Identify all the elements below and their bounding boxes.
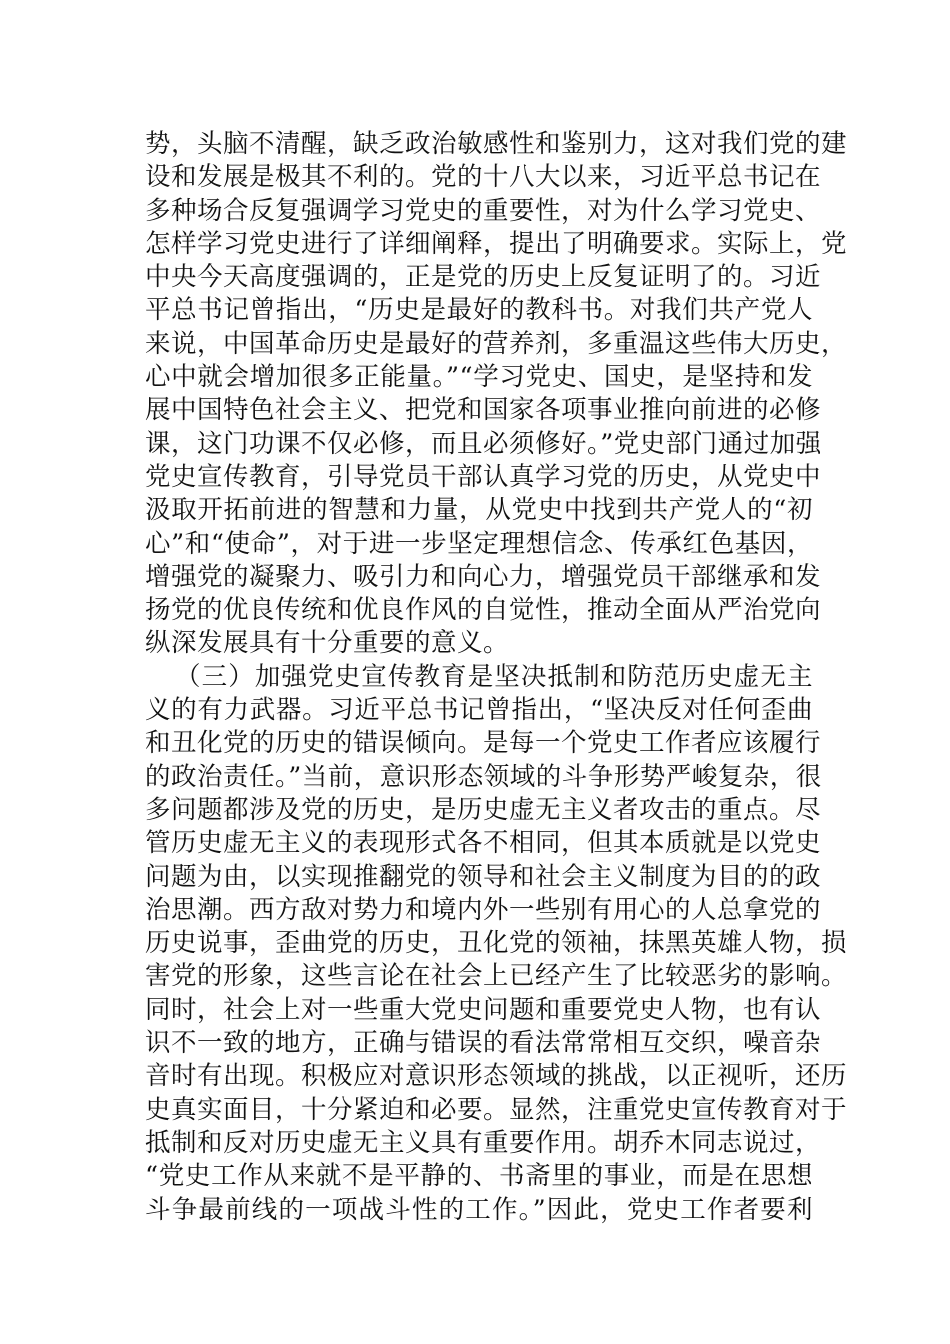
text-line: 的政治责任。”当前，意识形态领域的斗争形势严峻复杂，很: [145, 761, 822, 792]
text-line: 问题为由，以实现推翻党的领导和社会主义制度为目的的政: [145, 861, 822, 892]
text-line: 汲取开拓前进的智慧和力量，从党史中找到共产党人的“初: [145, 495, 813, 526]
text-line: 害党的形象，这些言论在社会上已经产生了比较恶劣的影响。: [145, 961, 848, 992]
text-line: 多问题都涉及党的历史，是历史虚无主义者攻击的重点。尽: [145, 794, 822, 825]
text-line: 来说，中国革命历史是最好的营养剂，多重温这些伟大历史，: [145, 328, 848, 359]
text-line: 增强党的凝聚力、吸引力和向心力，增强党员干部继承和发: [145, 561, 822, 592]
text-line: 展中国特色社会主义、把党和国家各项事业推向前进的必修: [145, 395, 822, 426]
text-line: 心中就会增加很多正能量。”“学习党史、国史，是坚持和发: [145, 362, 813, 393]
paragraph-2: [145, 661, 848, 1227]
text-line: 义的有力武器。习近平总书记曾指出，“坚决反对任何歪曲: [145, 695, 813, 726]
text-line: “党史工作从来就不是平静的、书斋里的事业，而是在思想: [145, 1161, 813, 1192]
text-line: 怎样学习党史进行了详细阐释，提出了明确要求。实际上，党: [145, 228, 848, 259]
paragraph-1: [145, 128, 848, 661]
text-line: 抵制和反对历史虚无主义具有重要作用。胡乔木同志说过，: [145, 1127, 822, 1158]
text-line: 势，头脑不清醒，缺乏政治敏感性和鉴别力，这对我们党的建: [145, 129, 848, 159]
text-line: 课，这门功课不仅必修，而且必须修好。”党史部门通过加强: [145, 428, 822, 459]
text-line: 同时，社会上对一些重大党史问题和重要党史人物，也有认: [145, 994, 822, 1025]
text-line: 心”和“使命”，对于进一步坚定理想信念、传承红色基因，: [145, 528, 813, 559]
text-line: 音时有出现。积极应对意识形态领域的挑战，以正视听，还历: [145, 1061, 848, 1092]
text-line: 史真实面目，十分紧迫和必要。显然，注重党史宣传教育对于: [145, 1094, 848, 1125]
text-line: 斗争最前线的一项战斗性的工作。”因此，党史工作者要利: [145, 1194, 813, 1225]
text-line: 纵深发展具有十分重要的意义。: [145, 628, 510, 659]
text-line: 设和发展是极其不利的。党的十八大以来，习近平总书记在: [145, 162, 822, 193]
text-line: 识不一致的地方，正确与错误的看法常常相互交织，噪音杂: [145, 1028, 822, 1059]
body-text: [145, 128, 848, 1227]
text-line: 历史说事，歪曲党的历史，丑化党的领袖，抹黑英雄人物，损: [145, 928, 848, 959]
text-line: 中央今天高度强调的，正是党的历史上反复证明了的。习近: [145, 262, 822, 293]
text-line: 多种场合反复强调学习党史的重要性，对为什么学习党史、: [145, 195, 822, 226]
text-line: 和丑化党的历史的错误倾向。是每一个党史工作者应该履行: [145, 728, 822, 759]
text-line: 扬党的优良传统和优良作风的自觉性，推动全面从严治党向: [145, 595, 822, 626]
text-line: 管历史虚无主义的表现形式各不相同，但其本质就是以党史: [145, 828, 822, 859]
text-line: （三）加强党史宣传教育是坚决抵制和防范历史虚无主: [175, 661, 813, 692]
text-line: 治思潮。西方敌对势力和境内外一些别有用心的人总拿党的: [145, 894, 822, 925]
text-line: 平总书记曾指出，“历史是最好的教科书。对我们共产党人: [145, 295, 813, 326]
text-line: 党史宣传教育，引导党员干部认真学习党的历史，从党史中: [145, 461, 822, 492]
